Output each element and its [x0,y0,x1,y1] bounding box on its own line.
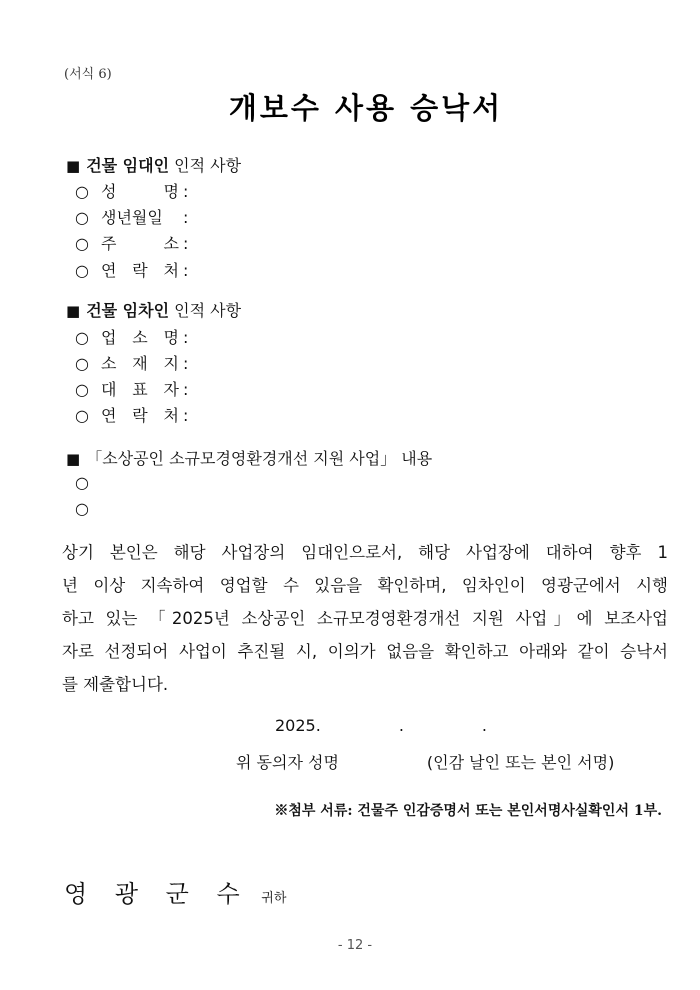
section-title-bold: 건물 임대인 [86,156,170,175]
field-label: 생년월일 [101,208,163,227]
signature-line[interactable] [236,750,614,773]
landlord-name-field[interactable]: ○ 성 명 : [75,179,188,202]
paragraph-line: 상기 본인은 해당 사업장의 임대인으로서, 해당 사업장에 대하여 향후 1 [62,543,668,562]
document-title: 개보수 사용 승낙서 [228,91,504,125]
section-landlord-heading [66,153,241,176]
program-content-line-2[interactable] [75,499,101,518]
field-label: 대 표 자 [101,380,179,399]
date-year: 2025. [275,716,321,735]
field-label: 연 락 처 [101,406,179,425]
circle-bullet-icon: ○ [75,406,89,425]
field-label: 성 명 [101,182,179,201]
square-bullet-icon: ■ [66,450,81,468]
landlord-birthdate-field[interactable]: ○ 생년월일 : [75,205,188,228]
paragraph-line: 자로 선정되어 사업이 추진될 시, 이의가 없음을 확인하고 아래와 같이 승낙서 [62,642,668,661]
tenant-contact-field[interactable]: ○ 연 락 처 : [75,403,188,426]
field-label: 소 재 지 [101,354,179,373]
paragraph-line: 하고 있는 「2025년 소상공인 소규모경영환경개선 지원 사업」에 보조사업 [62,609,668,628]
recipient-name: 영 광 군 수 [64,880,250,908]
paragraph-line: 를 제출합니다. [62,675,169,694]
tenant-representative-field[interactable]: ○ 대 표 자 : [75,377,188,400]
attachment-note: ※첨부 서류: 건물주 인감증명서 또는 본인서명사실확인서 1부. [274,803,662,819]
program-content-line-1[interactable] [75,473,101,492]
field-label: 연 락 처 [101,261,179,280]
field-label: 주 소 [101,234,179,253]
landlord-contact-field[interactable]: ○ 연 락 처 : [75,258,188,281]
circle-bullet-icon: ○ [75,261,89,280]
square-bullet-icon: ■ [66,302,81,320]
consent-paragraph [62,536,668,701]
form-number-label: (서식 6) [64,67,112,82]
date-day-dot: . [481,716,487,735]
signature-label: 위 동의자 성명 [236,753,339,772]
circle-bullet-icon: ○ [75,328,89,347]
circle-bullet-icon: ○ [75,380,89,399]
section-title-rest: 인적 사항 [169,156,242,175]
tenant-location-field[interactable]: ○ 소 재 지 : [75,351,188,374]
date-line[interactable] [275,716,487,735]
section-title-rest: 인적 사항 [169,301,242,320]
landlord-address-field[interactable]: ○ 주 소 : [75,231,188,254]
paragraph-line: 년 이상 지속하여 영업할 수 있음을 확인하며, 임차인이 영광군에서 시행 [62,576,668,595]
recipient-suffix: 귀하 [261,891,287,906]
date-month-dot: . [398,716,404,735]
circle-bullet-icon: ○ [75,354,89,373]
section-title-rest: 「소상공인 소규모경영환경개선 지원 사업」 내용 [86,449,433,468]
tenant-business-name-field[interactable]: ○ 업 소 명 : [75,325,188,348]
section-title-bold: 건물 임차인 [86,301,170,320]
page-number: - 12 - [337,938,373,953]
circle-bullet-icon: ○ [75,234,89,253]
signature-hint: (인감 날인 또는 본인 서명) [426,753,615,772]
circle-bullet-icon: ○ [75,473,89,492]
circle-bullet-icon: ○ [75,499,89,518]
recipient [64,874,286,909]
section-tenant-heading [66,298,241,321]
circle-bullet-icon: ○ [75,208,89,227]
circle-bullet-icon: ○ [75,182,89,201]
square-bullet-icon: ■ [66,157,81,175]
field-label: 업 소 명 [101,328,179,347]
section-program-heading [66,446,432,469]
